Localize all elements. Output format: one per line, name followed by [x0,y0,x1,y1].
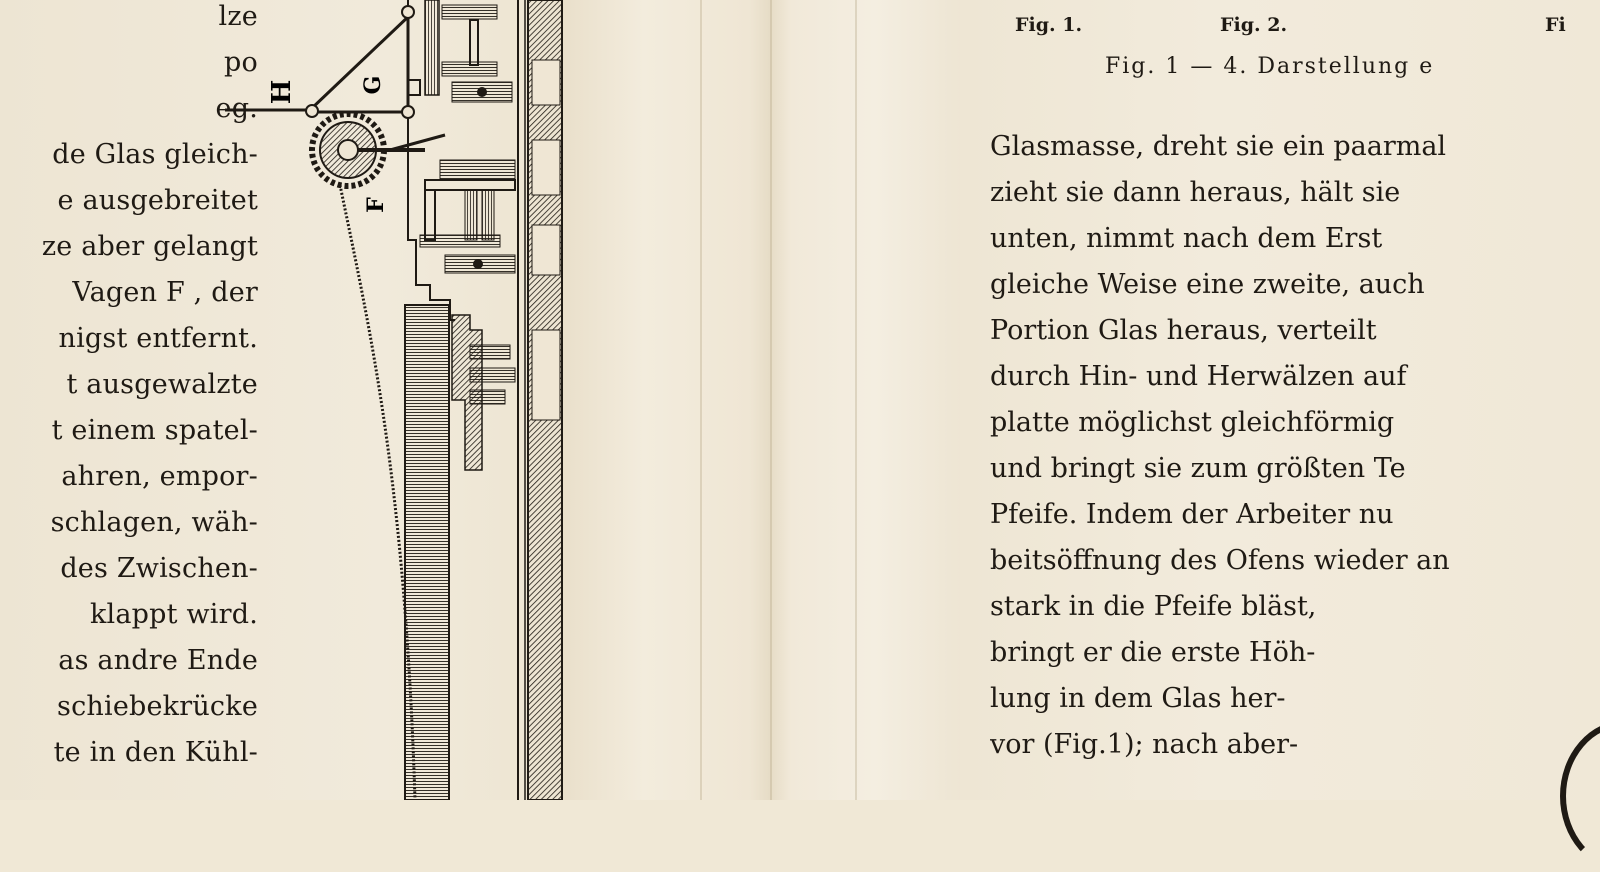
text-line: t ausgewalzte [66,369,258,400]
text-line: lung in dem Glas her- [990,683,1286,714]
text-line: Pfeife. Indem der Arbeiter nu [990,499,1394,530]
text-line: durch Hin- und Herwälzen auf [990,361,1407,392]
text-line: des Zwischen- [60,553,258,584]
text-line: Vagen F , der [72,277,258,308]
text-line: nigst entfernt. [58,323,258,354]
page-fold [770,0,772,800]
text-line: te in den Kühl- [53,737,258,768]
text-line: t einem spatel- [51,415,258,446]
text-line: Glasmasse, dreht sie ein paarmal [990,131,1447,162]
text-line: schlagen, wäh- [50,507,258,538]
text-line: und bringt sie zum größten Te [990,453,1406,484]
text-line: klappt wird. [89,599,258,630]
text-line: unten, nimmt nach dem Erst [990,223,1383,254]
label-f: F [363,197,389,213]
text-line: gleiche Weise eine zweite, auch [990,269,1425,300]
text-line: eg. [215,93,258,124]
text-line: beitsöffnung des Ofens wieder an [990,545,1450,576]
label-h: H [267,79,297,105]
text-line: stark in die Pfeife bläst, [990,591,1317,622]
text-line: platte möglichst gleichförmig [990,407,1395,438]
text-line: lze [218,1,258,32]
text-line: po [224,47,258,78]
text-line: ahren, empor- [61,461,258,492]
text-line: ze aber gelangt [41,231,258,262]
text-line: vor (Fig.1); nach aber- [990,729,1299,760]
text-line: schiebekrücke [57,691,258,722]
text-line: Portion Glas heraus, verteilt [990,315,1377,346]
page-fold [855,0,857,800]
right-page-text [990,0,1600,800]
figure-caption: Fig. 1 — 4. Darstellung e [1105,54,1435,79]
text-line: e ausgebreitet [57,185,258,216]
text-line: as andre Ende [58,645,258,676]
page-fold [700,0,702,800]
text-line: de Glas gleich- [52,139,258,170]
text-line: bringt er die erste Höh- [990,637,1316,668]
label-g: G [360,75,386,95]
text-line: zieht sie dann heraus, hält sie [990,177,1401,208]
figure-label: Fig. 1. [1015,14,1083,36]
figure-label: Fig. 2. [1220,14,1288,36]
machine-illustration [220,0,570,800]
figure-label: Fi [1545,14,1566,36]
